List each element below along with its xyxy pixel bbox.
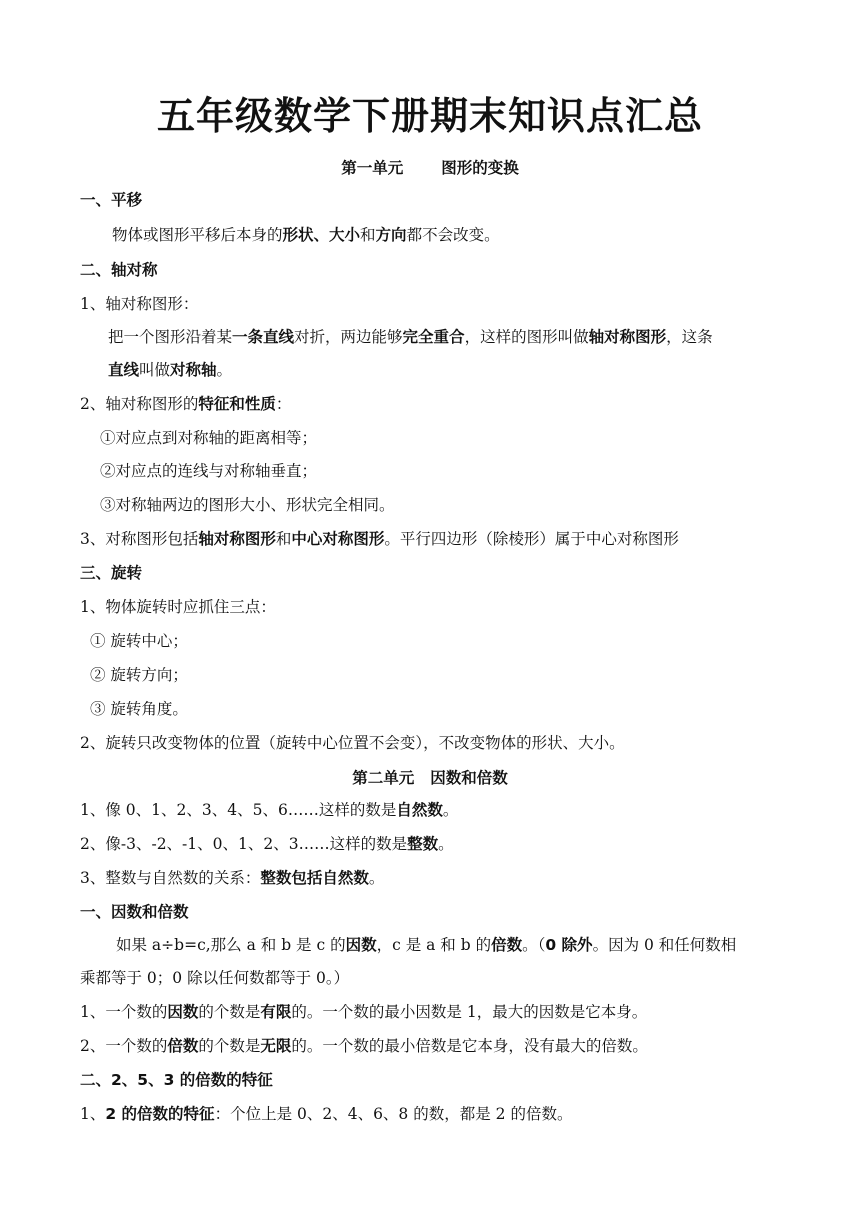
unit-heading-2 xyxy=(0,766,860,788)
list-item: ②对应点的连线与对称轴垂直； xyxy=(100,462,318,480)
section-heading: 二、轴对称 xyxy=(80,261,158,279)
list-item: ① 旋转中心； xyxy=(90,632,188,650)
section-heading: 三、旋转 xyxy=(80,564,143,582)
list-item: 2、一个数的倍数的个数是无限的。一个数的最小倍数是它本身，没有最大的倍数。 xyxy=(80,1037,648,1055)
paragraph: 物体或图形平移后本身的形状、大小和方向都不会改变。 xyxy=(112,226,500,244)
paragraph: 把一个图形沿着某一条直线对折，两边能够完全重合，这样的图形叫做轴对称图形，这条 xyxy=(108,328,713,346)
list-item: ② 旋转方向； xyxy=(90,666,188,684)
paragraph: 如果 a÷b=c,那么 a 和 b 是 c 的因数，c 是 a 和 b 的倍数。（0 除外。因为 0 和任何数相 xyxy=(116,936,737,954)
page-title: 五年级数学下册期末知识点汇总 xyxy=(156,94,703,138)
list-item: 1、轴对称图形： xyxy=(80,295,199,313)
unit-name: 图形的变换 xyxy=(441,159,519,177)
list-item: ③对称轴两边的图形大小、形状完全相同。 xyxy=(100,496,395,514)
list-item: 1、物体旋转时应抓住三点： xyxy=(80,598,276,616)
list-item: 2、像-3、-2、-1、0、1、2、3……这样的数是整数。 xyxy=(80,835,454,853)
list-item: ③ 旋转角度。 xyxy=(90,700,188,718)
list-item: 1、像 0、1、2、3、4、5、6……这样的数是自然数。 xyxy=(80,801,459,819)
section-heading: 一、平移 xyxy=(80,191,143,209)
list-item: 2、轴对称图形的特征和性质： xyxy=(80,395,292,413)
section-heading: 一、因数和倍数 xyxy=(80,903,189,921)
list-item: 2、旋转只改变物体的位置（旋转中心位置不会变），不改变物体的形状、大小。 xyxy=(80,734,625,752)
unit-number: 第一单元 xyxy=(341,159,404,177)
list-item: 3、整数与自然数的关系：整数包括自然数。 xyxy=(80,869,385,887)
paragraph: 乘都等于 0；0 除以任何数都等于 0。） xyxy=(80,969,350,987)
list-item: 1、2 的倍数的特征：个位上是 0、2、4、6、8 的数，都是 2 的倍数。 xyxy=(80,1105,573,1123)
unit-name: 因数和倍数 xyxy=(430,769,508,787)
list-item: ①对应点到对称轴的距离相等； xyxy=(100,429,318,447)
unit-number: 第二单元 xyxy=(352,769,415,787)
section-heading: 二、2、5、3 的倍数的特征 xyxy=(80,1071,273,1089)
list-item: 3、对称图形包括轴对称图形和中心对称图形。平行四边形（除棱形）属于中心对称图形 xyxy=(80,530,679,548)
paragraph: 直线叫做对称轴。 xyxy=(108,361,233,379)
unit-heading-1 xyxy=(0,156,860,178)
list-item: 1、一个数的因数的个数是有限的。一个数的最小因数是 1，最大的因数是它本身。 xyxy=(80,1003,648,1021)
